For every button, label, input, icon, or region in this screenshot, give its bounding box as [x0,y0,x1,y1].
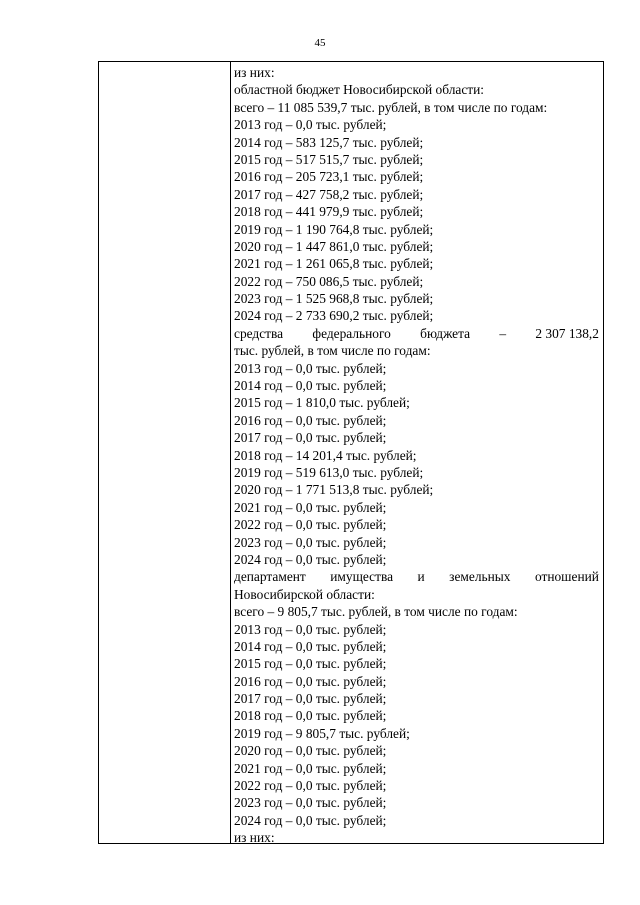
text-line: 2013 год – 0,0 тыс. рублей; [234,117,387,133]
text-line: 2013 год – 0,0 тыс. рублей; [234,621,387,637]
text-line: 2014 год – 0,0 тыс. рублей; [234,378,387,394]
text-line: из них: [234,65,275,80]
text-line: 2021 год – 0,0 тыс. рублей; [234,499,387,515]
text-word: имущества [330,569,394,585]
text-line: 2022 год – 0,0 тыс. рублей; [234,778,387,794]
text-line: тыс. рублей, в том числе по годам: [234,343,431,359]
text-line: 2016 год – 0,0 тыс. рублей; [234,673,387,689]
text-word: департамент [234,569,306,585]
text-line: 2018 год – 0,0 тыс. рублей; [234,708,387,724]
text-line: 2015 год – 0,0 тыс. рублей; [234,656,387,672]
text-word: бюджета [420,325,471,341]
table-right-cell [231,62,603,843]
text-line: 2023 год – 0,0 тыс. рублей; [234,534,387,550]
text-line: 2023 год – 1 525 968,8 тыс. рублей; [234,291,434,307]
funding-table [98,61,604,844]
text-word: федерального [312,325,391,341]
text-word: отношений [534,569,599,585]
text-line: всего – 11 085 539,7 тыс. рублей, в том числе по годам: [234,99,548,115]
text-line: 2020 год – 1 771 513,8 тыс. рублей; [234,482,434,498]
text-line: 2019 год – 519 613,0 тыс. рублей; [234,464,424,480]
text-line: 2018 год – 441 979,9 тыс. рублей; [234,204,424,220]
text-line: Новосибирской области: [234,586,375,602]
text-word: и [417,569,425,585]
text-line: 2017 год – 0,0 тыс. рублей; [234,430,387,446]
text-line: 2024 год – 0,0 тыс. рублей; [234,812,387,828]
text-line: 2024 год – 0,0 тыс. рублей; [234,551,387,567]
page-number: 45 [314,37,326,49]
justified-text-line [234,325,599,342]
text-line: 2017 год – 0,0 тыс. рублей; [234,691,387,707]
text-line: 2013 год – 0,0 тыс. рублей; [234,360,387,376]
text-word: 2 307 138,2 [535,325,599,341]
text-line: 2022 год – 0,0 тыс. рублей; [234,517,387,533]
text-line: 2023 год – 0,0 тыс. рублей; [234,795,387,811]
text-word: средства [234,325,284,341]
text-line: 2018 год – 14 201,4 тыс. рублей; [234,447,417,463]
text-line: из них: [234,830,275,843]
text-line: 2021 год – 1 261 065,8 тыс. рублей; [234,256,434,272]
text-line: 2014 год – 0,0 тыс. рублей; [234,638,387,654]
text-line: 2019 год – 1 190 764,8 тыс. рублей; [234,221,434,237]
text-line: 2020 год – 0,0 тыс. рублей; [234,743,387,759]
text-line: 2016 год – 205 723,1 тыс. рублей; [234,169,424,185]
text-line: 2021 год – 0,0 тыс. рублей; [234,760,387,776]
text-word: – [499,325,507,341]
text-line: 2017 год – 427 758,2 тыс. рублей; [234,186,424,202]
justified-text-line [234,568,599,585]
text-line: 2019 год – 9 805,7 тыс. рублей; [234,725,410,741]
text-line: 2014 год – 583 125,7 тыс. рублей; [234,134,424,150]
text-line: 2020 год – 1 447 861,0 тыс. рублей; [234,238,434,254]
text-line: областной бюджет Новосибирской области: [234,82,485,98]
text-line: 2022 год – 750 086,5 тыс. рублей; [234,273,424,289]
text-line: 2015 год – 517 515,7 тыс. рублей; [234,151,424,167]
table-left-cell [99,62,231,843]
text-word: земельных [449,569,511,585]
text-line: 2016 год – 0,0 тыс. рублей; [234,412,387,428]
text-line: всего – 9 805,7 тыс. рублей, в том числе по годам: [234,604,518,620]
text-line: 2024 год – 2 733 690,2 тыс. рублей; [234,308,434,324]
text-line: 2015 год – 1 810,0 тыс. рублей; [234,395,410,411]
